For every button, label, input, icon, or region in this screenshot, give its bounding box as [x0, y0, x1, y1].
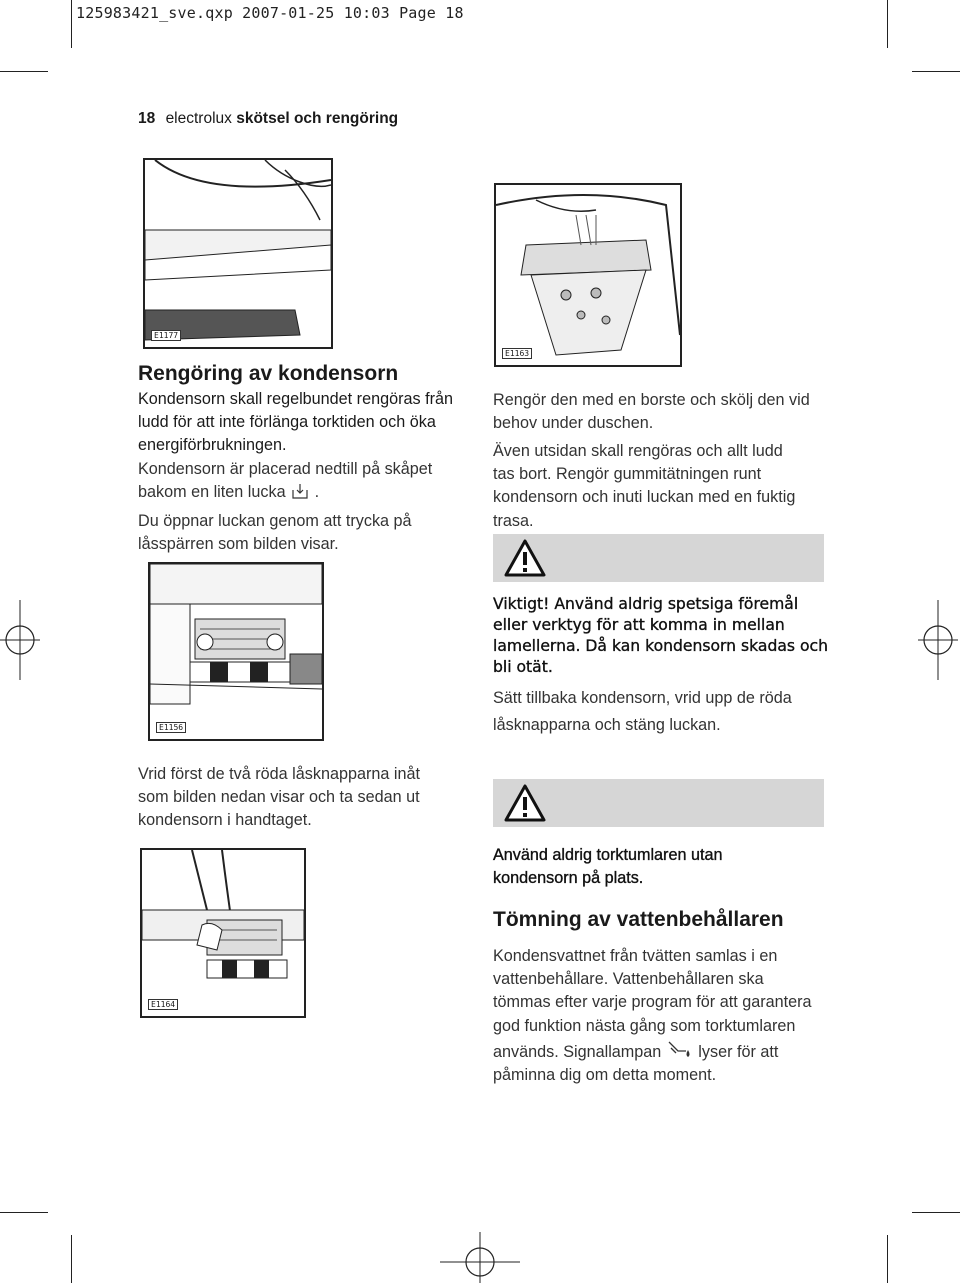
text-location: Kondensorn är placerad nedtill på skåpet bakom en liten lucka — [138, 460, 433, 502]
registration-mark-left — [0, 600, 40, 680]
page-number: 18 — [138, 110, 156, 127]
figure-id: E1156 — [156, 722, 186, 733]
warning-text-sharp-objects: Viktigt! Använd aldrig spetsiga föremål eller verktyg för att komma in mellan lamellerna. Då kan kondensorn skadas och bli otät. — [493, 595, 828, 676]
condenser-knobs-illustration — [150, 564, 322, 739]
text-reminder: lyser för att påminna dig om detta moment. — [493, 1042, 779, 1085]
figure-lock-knobs — [148, 562, 324, 741]
page-header — [138, 110, 398, 128]
paragraph-clean-outside: Även utsidan skall rengöras och allt ludd tas bort. Rengör gummitätningen runt kondensorn och inuti luckan med en fuktig trasa. — [493, 442, 796, 530]
figure-id: E1164 — [148, 999, 178, 1010]
section-heading-water-tank: Tömning av vattenbehållaren — [493, 908, 784, 931]
warning-banner-2 — [493, 779, 824, 827]
section-heading-condenser: Rengöring av kondensorn — [138, 362, 399, 385]
paragraph-reinstall: Sätt tillbaka kondensorn, vrid upp de röda låsknapparna och stäng luckan. — [493, 689, 792, 734]
warning-banner-1 — [493, 534, 824, 582]
text-water-tank: Kondensvattnet från tvätten samlas i en vattenbehållare. Vattenbehållaren ska tömmas efter varje program för att garantera god funktion nästa gång som torktumlaren används. Signallampan — [493, 947, 812, 1061]
paragraph-brush-rinse: Rengör den med en borste och skölj den vid behov under duschen. — [493, 391, 810, 433]
paragraph-open-hatch: Du öppnar luckan genom att trycka på låsspärren som bilden visar. — [138, 512, 412, 554]
paragraph-turn-knobs: Vrid först de två röda låsknapparna inåt som bilden nedan visar och ta sedan ut kondensorn i handtaget. — [138, 765, 420, 830]
section-title: skötsel och rengöring — [236, 110, 399, 127]
condenser-shower-illustration — [496, 185, 680, 365]
text-period: . — [314, 483, 320, 502]
warning-triangle-icon — [503, 783, 547, 823]
dryer-hatch-illustration — [145, 160, 331, 347]
figure-id: E1163 — [502, 348, 532, 359]
print-slug: 125983421_sve.qxp 2007-01-25 10:03 Page 18 — [76, 4, 464, 22]
paragraph-condenser-intro: Kondensorn skall regelbundet rengöras från ludd för att inte förlänga torktiden och öka energiförbrukningen. — [138, 390, 453, 455]
warning-text-no-condenser: Använd aldrig torktumlaren utan kondensorn på plats. — [493, 846, 723, 887]
warning-triangle-icon — [503, 538, 547, 578]
brand-name: electrolux — [165, 110, 232, 127]
empty-tank-indicator-icon — [666, 1038, 694, 1060]
hatch-icon — [290, 482, 310, 500]
paragraph-water-tank — [493, 945, 815, 1087]
figure-remove-condenser — [140, 848, 306, 1018]
remove-condenser-illustration — [142, 850, 304, 1016]
figure-clean-condenser — [494, 183, 682, 367]
registration-mark-bottom — [440, 1232, 520, 1283]
figure-id: E1177 — [151, 330, 181, 341]
registration-mark-right — [918, 600, 958, 680]
paragraph-condenser-location — [138, 458, 468, 504]
figure-open-hatch — [143, 158, 333, 349]
